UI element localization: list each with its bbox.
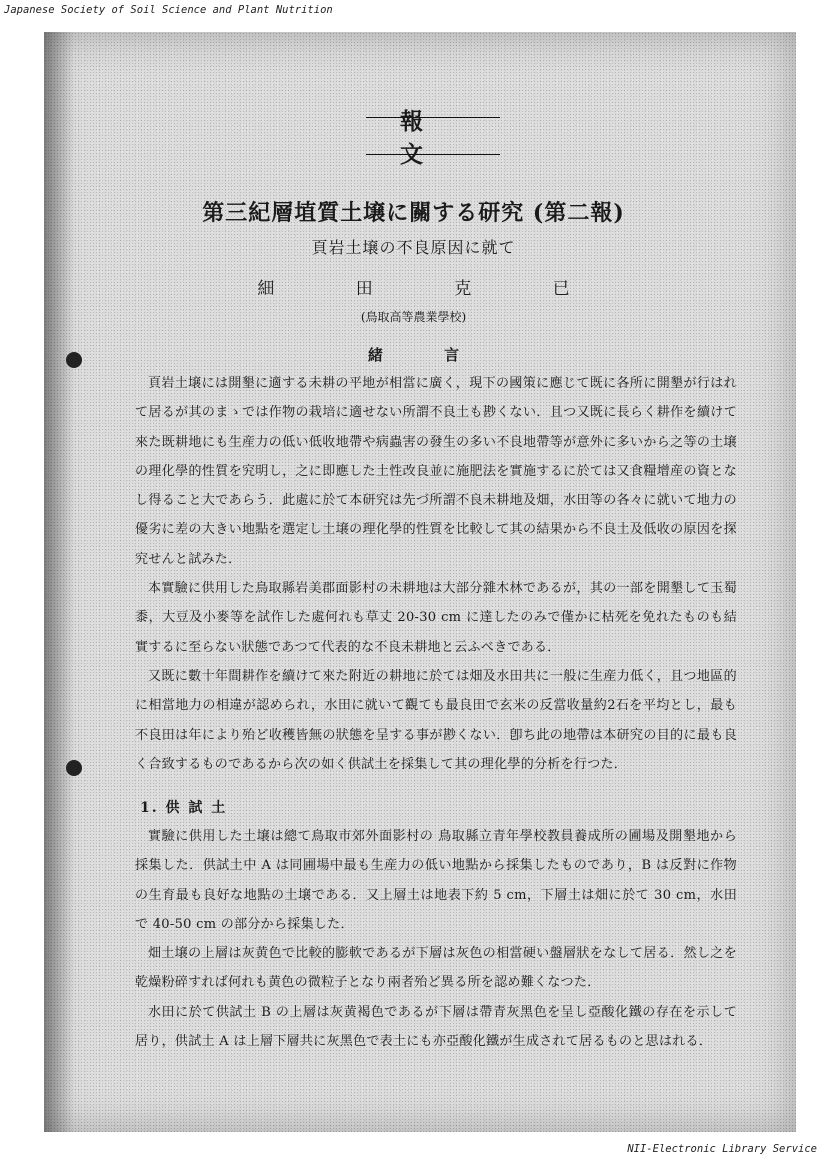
section-1-heading: 1. 供 試 土 bbox=[140, 800, 228, 816]
section-paragraph: 水田に於て供試土 B の上層は灰黄褐色であるが下層は帶青灰黑色を呈し亞酸化鐵の存在を示して居り，供試土 A は上層下層共に灰黑色で表土にも亦亞酸化鐵が生成されて居るものと思はれる． bbox=[135, 1004, 737, 1050]
section-paragraph: 實驗に供用した土壌は總て鳥取市郊外面影村の 鳥取縣立青年學校教員養成所の圃場及開墾地から採集した．供試土中 A は同圃場中最も生産力の低い地點から採集したものであり，B は反對に作物の生育最も良好な地點の土壌である．又上層土は地表下約 5 cm，下層土は畑に於て 30 cm，水田で 40-50 cm の部分から採集した． bbox=[135, 829, 737, 932]
intro-paragraph: 本實驗に供用した鳥取縣岩美郡面影村の未耕地は大部分雜木林であるが，其の一部を開墾して玉蜀黍，大豆及小麥等を試作した處何れも草丈 20-30 cm に達したのみで僅かに枯死を免れたものも結實するに至らない狀態であつて代表的な不良未耕地と云ふべきである． bbox=[135, 581, 737, 655]
article-title: 第三紀層埴質土壌に關する研究 (第二報) bbox=[202, 200, 625, 226]
intro-paragraph: 頁岩土壌には開墾に適する未耕の平地が相當に廣く，現下の國策に應じて既に各所に開墾が行はれて居るが其のまゝでは作物の栽培に適せない所謂不良土も尠くない．且つ又既に長らく耕作を續けて來た既耕地にも生産力の低い低收地帶や病蟲害の發生の多い不良地帶等が意外に多いから之等の土壌の理化學的性質を究明し，之に即應した土性改良並に施肥法を實施するに於ては又食糧增産の資となし得ること大であらう．此處に於て本研究は先づ所謂不良未耕地及畑，水田等の各々に就いて地力の優劣に差の大きい地點を選定し土壌の理化學的性質を比較して其の結果から不良土及低收の原因を探究せんと試みた． bbox=[135, 376, 738, 567]
society-header: Japanese Society of Soil Science and Plant Nutrition bbox=[4, 4, 333, 16]
article-subtitle: 頁岩土壌の不良原因に就て bbox=[311, 238, 516, 257]
author-affiliation: (鳥取高等農業學校) bbox=[360, 310, 467, 324]
intro-heading: 緒 言 bbox=[367, 346, 488, 364]
binding-hole-icon bbox=[66, 760, 82, 776]
article-category: 報 文 bbox=[366, 117, 500, 155]
article-author: 細 田 克 已 bbox=[257, 279, 608, 299]
section-paragraph: 畑土壌の上層は灰黄色で比較的膨軟であるが下層は灰色の相當硬い盤層狀をなして居る．然し之を乾燥粉碎すれば何れも黄色の微粒子となり兩者殆ど異る所を認め難くなつた． bbox=[135, 946, 737, 991]
library-footer: NII-Electronic Library Service bbox=[627, 1143, 817, 1155]
intro-paragraph: 又既に數十年間耕作を續けて來た附近の耕地に於ては畑及水田共に一般に生産力低く，且つ地區的に相當地力の相違が認められ，水田に就いて觀ても最良田で玄米の反當收量約2石を平均とし，最も不良田は年により殆ど收穫皆無の狀態を呈する事が尠くない．卽ち此の地帶は本研究の目的に最も良く合致するものであるから次の如く供試土を採集して其の理化學的分析を行つた． bbox=[135, 668, 738, 772]
section-1-text bbox=[135, 822, 737, 1056]
intro-text bbox=[135, 369, 737, 779]
